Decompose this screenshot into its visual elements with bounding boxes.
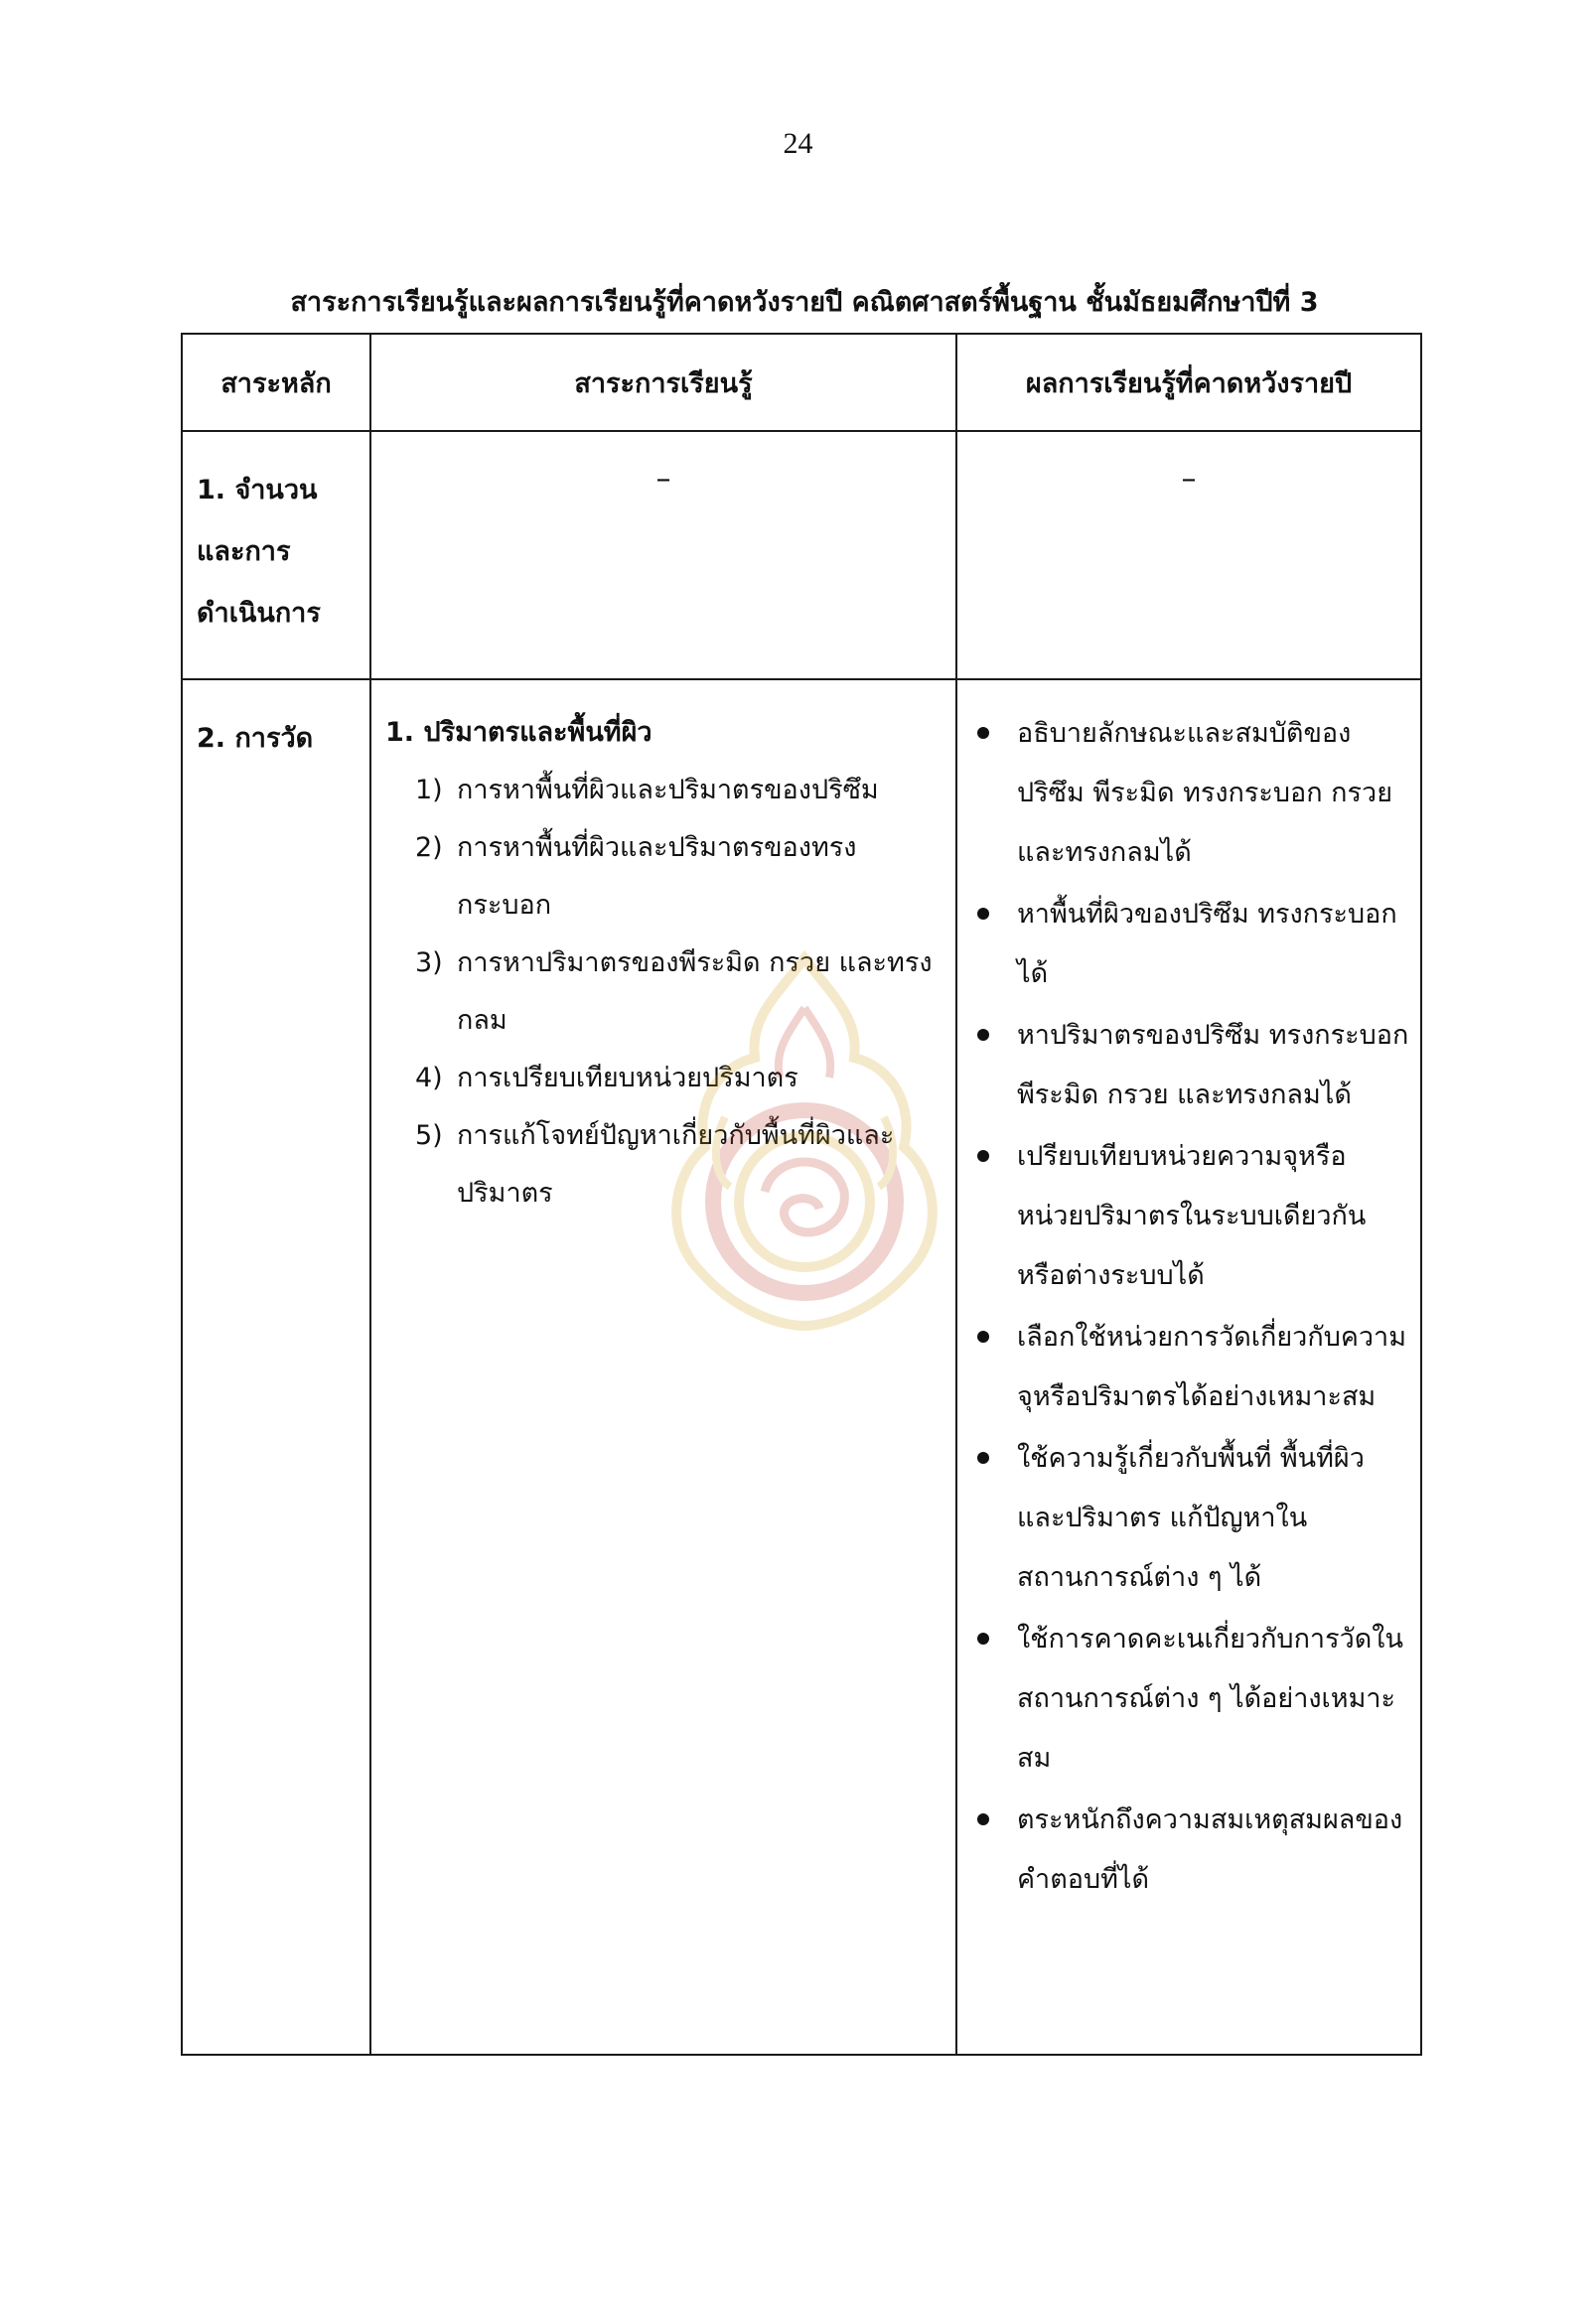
bullet-icon: [977, 1633, 989, 1645]
list-item: [969, 1308, 1412, 1427]
list-item: [969, 1429, 1412, 1608]
list-item: [969, 704, 1412, 883]
item-text: การหาปริมาตรของพีระมิด กรวย และทรงกลม: [457, 947, 933, 1036]
outcome-empty-dash: –: [956, 431, 1421, 679]
list-item: [385, 819, 945, 935]
header-strand: สาระหลัก: [182, 334, 370, 431]
bullet-icon: [977, 1813, 989, 1825]
outcome-text: ตระหนักถึงความสมเหตุสมผลของคำตอบที่ได้: [1017, 1804, 1403, 1895]
list-item: [385, 935, 945, 1050]
outcome-text: อธิบายลักษณะและสมบัติของปริซึม พีระมิด ทรงกระบอก กรวย และทรงกลมได้: [1017, 718, 1393, 868]
strand-line: 2. การวัด: [197, 723, 314, 754]
outcome-list: [969, 704, 1412, 1910]
list-item: [969, 885, 1412, 1004]
strand-line: และการ: [197, 536, 291, 567]
list-item: [385, 1050, 945, 1107]
list-item: [969, 1006, 1412, 1125]
strand-cell: [182, 431, 370, 679]
bullet-icon: [977, 727, 989, 739]
list-item: [969, 1127, 1412, 1306]
outcome-text: หาพื้นที่ผิวของปริซึม ทรงกระบอกได้: [1017, 899, 1397, 989]
item-text: การหาพื้นที่ผิวและปริมาตรของทรงกระบอก: [457, 832, 857, 921]
item-number: 1): [415, 775, 443, 805]
outcome-text: ใช้ความรู้เกี่ยวกับพื้นที่ พื้นที่ผิวและปริมาตร แก้ปัญหาในสถานการณ์ต่าง ๆ ได้: [1017, 1443, 1365, 1593]
outcome-cell: [956, 679, 1421, 2055]
content-empty-dash: –: [370, 431, 956, 679]
table-row: [182, 679, 1421, 2055]
item-text: การเปรียบเทียบหน่วยปริมาตร: [457, 1063, 798, 1093]
table-title: สาระการเรียนรู้และผลการเรียนรู้ที่คาดหวังรายปี คณิตศาสตร์พื้นฐาน ชั้นมัธยมศึกษาปีที่ 3: [290, 287, 1319, 318]
item-number: 3): [415, 947, 443, 978]
strand-line: ดำเนินการ: [197, 598, 321, 629]
item-number: 2): [415, 832, 443, 863]
page-number: 24: [783, 127, 813, 160]
outcome-text: เปรียบเทียบหน่วยความจุหรือหน่วยปริมาตรในระบบเดียวกันหรือต่างระบบได้: [1017, 1141, 1367, 1291]
bullet-icon: [977, 1452, 989, 1464]
table-header-row: [182, 334, 1421, 431]
bullet-icon: [977, 1029, 989, 1041]
curriculum-table: [181, 333, 1422, 2056]
list-item: [969, 1610, 1412, 1789]
strand-line: 1. จำนวน: [197, 475, 318, 505]
header-content: สาระการเรียนรู้: [370, 334, 956, 431]
content-heading: 1. ปริมาตรและพื้นที่ผิว: [385, 717, 653, 748]
bullet-icon: [977, 1150, 989, 1162]
outcome-text: เลือกใช้หน่วยการวัดเกี่ยวกับความจุหรือปริมาตรได้อย่างเหมาะสม: [1017, 1322, 1407, 1412]
bullet-icon: [977, 1331, 989, 1343]
content-list: [385, 762, 945, 1223]
content-cell: [370, 679, 956, 2055]
outcome-text: ใช้การคาดคะเนเกี่ยวกับการวัดในสถานการณ์ต่าง ๆ ได้อย่างเหมาะสม: [1017, 1624, 1403, 1774]
item-number: 4): [415, 1063, 443, 1093]
list-item: [385, 762, 945, 819]
item-text: การหาพื้นที่ผิวและปริมาตรของปริซึม: [457, 775, 879, 805]
item-text: การแก้โจทย์ปัญหาเกี่ยวกับพื้นที่ผิวและปริมาตร: [457, 1120, 895, 1209]
list-item: [969, 1791, 1412, 1910]
header-outcome: ผลการเรียนรู้ที่คาดหวังรายปี: [956, 334, 1421, 431]
table-row: [182, 431, 1421, 679]
bullet-icon: [977, 908, 989, 920]
item-number: 5): [415, 1120, 443, 1151]
strand-cell: [182, 679, 370, 2055]
list-item: [385, 1107, 945, 1223]
outcome-text: หาปริมาตรของปริซึม ทรงกระบอก พีระมิด กรวย และทรงกลมได้: [1017, 1020, 1409, 1110]
